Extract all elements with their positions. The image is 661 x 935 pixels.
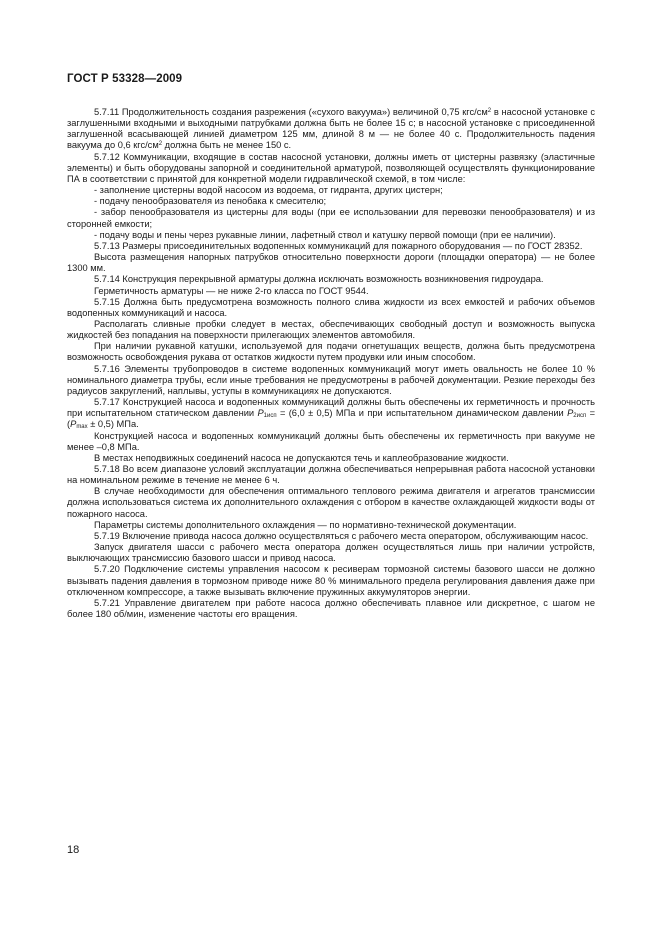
paragraph: Конструкцией насоса и водопенных коммуникаций должны быть обеспечены их герметичность при вакууме не менее –0,8 МПа. <box>67 430 595 452</box>
paragraph-5-7-13: 5.7.13 Размеры присоединительных водопенных коммуникаций для пожарного оборудования — по ГОСТ 28352. <box>94 240 583 251</box>
document-body <box>67 107 595 620</box>
document-code-header: ГОСТ Р 53328—2009 <box>67 73 183 85</box>
subscript: 1исп <box>263 413 277 420</box>
text-segment: должна быть не менее 150 с. <box>162 140 292 151</box>
text-segment: = ( <box>67 408 596 430</box>
paragraph-5-7-14: 5.7.14 Конструкция перекрывной арматуры должна исключать возможность возникновения гидроудара. <box>94 274 544 285</box>
text-segment: ± 0,5) МПа. <box>87 419 139 430</box>
paragraph: Высота размещения напорных патрубков относительно поверхности дороги (площадки оператора) — не более 1300 мм. <box>67 252 595 274</box>
paragraph: В местах неподвижных соединений насоса не допускаются течь и каплеобразование жидкости. <box>94 452 509 463</box>
paragraph-5-7-20: 5.7.20 Подключение системы управления насосом к ресиверам тормозной системы базового шасси не должно вызывать падения давления в тормозном приводе ниже 80 % минимального предела регулирования давления даже при отключенном компрессоре, а также вызывать включение пружинных аккумуляторов энергии. <box>67 564 595 597</box>
pressure-symbol: P <box>70 419 77 430</box>
text-segment: 5.7.17 Конструкцией насоса и водопенных коммуникаций должны быть обеспечены их герметичность и прочность при испытательном статическом давлении <box>67 397 595 419</box>
paragraph-5-7-16: 5.7.16 Элементы трубопроводов в системе водопенных коммуникаций могут иметь овальность не более 10 % номинального диаметра трубы, если иные требования не предусмотрены в рабочей документации. Резкие переходы без радиусов закруглений, наплывы, уступы в коммуникациях не допускаются. <box>67 363 595 396</box>
paragraph-5-7-15: 5.7.15 Должна быть предусмотрена возможность полного слива жидкости из всех емкостей и рабочих объемов водопенных коммуникаций и насоса. <box>67 296 595 318</box>
list-item: - забор пенообразователя из цистерны для воды (при ее использовании для перевозки пенообразователя) и из сторонней емкости; <box>67 207 595 229</box>
paragraph: Запуск двигателя шасси с рабочего места оператора должен осуществляться лишь при наличии устройств, выключающих трансмиссию базового шасси и привод насоса. <box>67 542 595 564</box>
text-segment: в насосной установке с заглушенными входными и выходными патрубками должна быть не более 15 с; в насосной установке с присоединенной заглушенной всасывающей линией диаметром 125 мм, длиной 8 м — не более 40 с. Продолжительность падения вакуума до 0,6 кгс/см <box>67 107 595 151</box>
paragraph: В случае необходимости для обеспечения оптимального теплового режима двигателя и агрегатов трансмиссии должна использоваться система их дополнительного охлаждения с отбором в качестве охлаждающей жидкости воды от пожарного насоса. <box>67 486 595 519</box>
pressure-symbol: P <box>567 408 574 419</box>
paragraph: Располагать сливные пробки следует в местах, обеспечивающих свободный доступ и возможность выпуска жидкостей без попадания на поверхности прилегающих элементов автомобиля. <box>67 318 595 341</box>
paragraph-5-7-19: 5.7.19 Включение привода насоса должно осуществляться с рабочего места оператором, обслуживающим насос. <box>94 530 589 541</box>
superscript: 2 <box>158 141 163 148</box>
paragraph: При наличии рукавной катушки, используемой для подачи огнетушащих веществ, должна быть предусмотрена возможность освобождения рукава от остатков жидкости путем продувки или иным способом. <box>67 341 595 363</box>
paragraph: Параметры системы дополнительного охлаждения — по нормативно-технической документации. <box>94 519 517 530</box>
text-segment: 5.7.11 Продолжительность создания разрежения («сухого вакуума») величиной 0,75 кгс/см <box>94 107 488 117</box>
subscript: 2исп <box>573 413 587 420</box>
paragraph-5-7-18: 5.7.18 Во всем диапазоне условий эксплуатации должна обеспечиваться непрерывная работа насосной установки на номинальном режиме в течение не менее 6 ч. <box>67 464 595 486</box>
paragraph-5-7-21: 5.7.21 Управление двигателем при работе насоса должно обеспечивать плавное или дискретное, с шагом не более 180 об/мин, изменение частоты его вращения. <box>67 597 595 620</box>
superscript: 2 <box>487 108 492 114</box>
pressure-symbol: P <box>257 408 264 419</box>
paragraph-5-7-12: 5.7.12 Коммуникации, входящие в состав насосной установки, должны иметь от цистерны развязку (эластичные элементы) и быть оборудованы запорной и соединительной арматурой, позволяющей осуществлять функционирование ПА в соответствии с принятой для конкретной модели гидравлической схемой, в том числе: <box>67 151 595 184</box>
paragraph: Герметичность арматуры — не ниже 2-го класса по ГОСТ 9544. <box>94 285 369 296</box>
paragraph-5-7-17 <box>67 397 595 430</box>
list-item: - подачу воды и пены через рукавные линии, лафетный ствол и катушку первой помощи (при ее наличии). <box>94 229 556 240</box>
list-item: - заполнение цистерны водой насосом из водоема, от гидранта, других цистерн; <box>94 185 443 196</box>
paragraph-5-7-11 <box>67 107 595 152</box>
subscript: max <box>76 424 88 431</box>
list-item: - подачу пенообразователя из пенобака к смесителю; <box>94 196 327 207</box>
text-segment: = (6,0 ± 0,5) МПа и при испытательном динамическом давлении <box>276 408 568 419</box>
page-number: 18 <box>67 844 80 856</box>
